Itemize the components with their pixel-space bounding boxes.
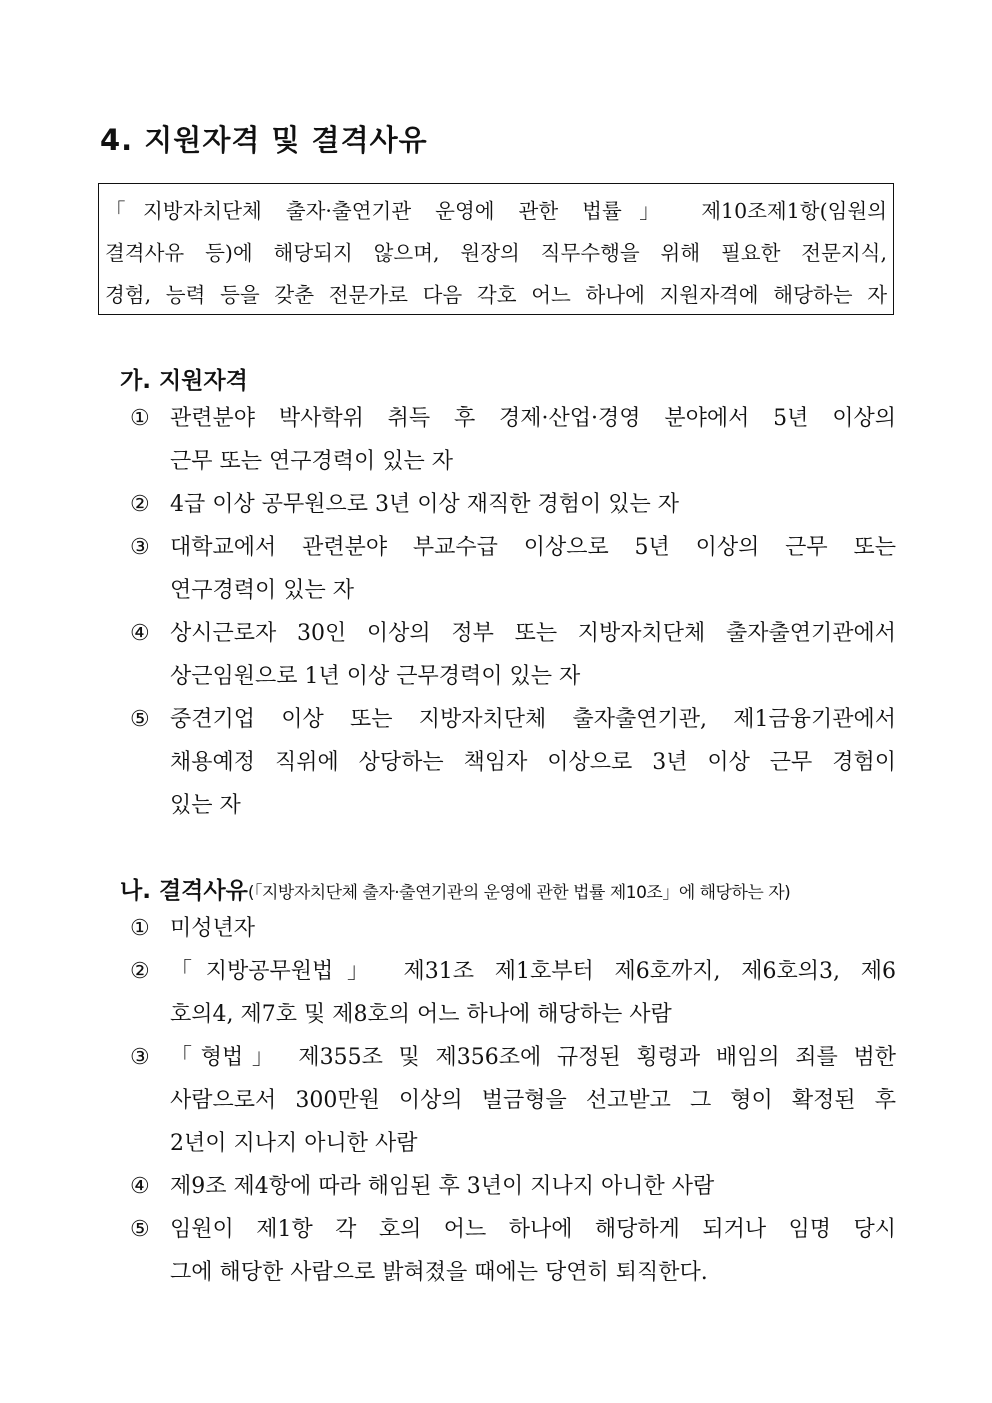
item-line: 근무 또는 연구경력이 있는 자 xyxy=(170,449,453,474)
item-number: ⑤ xyxy=(130,707,150,732)
intro-line: 결격사유 등)에 해당되지 않으며, 원장의 직무수행을 위해 필요한 전문지식, xyxy=(105,241,887,265)
qualifications-heading xyxy=(120,362,248,395)
item-line: 상시근로자 30인 이상의 정부 또는 지방자치단체 출자출연기관에서 xyxy=(170,621,896,646)
item-line: 그에 해당한 사람으로 밝혀졌을 때에는 당연히 퇴직한다. xyxy=(170,1260,708,1285)
item-line: 「지방공무원법」 제31조 제1호부터 제6호까지, 제6호의3, 제6 xyxy=(170,959,896,984)
list-item xyxy=(130,526,896,612)
item-line: 중견기업 이상 또는 지방자치단체 출자출연기관, 제1금융기관에서 xyxy=(170,707,896,732)
intro-box xyxy=(98,183,894,315)
list-item xyxy=(130,483,896,526)
item-line: 대학교에서 관련분야 부교수급 이상으로 5년 이상의 근무 또는 xyxy=(170,535,896,560)
list-item xyxy=(130,1036,896,1165)
item-line: 있는 자 xyxy=(170,793,241,818)
item-number: ④ xyxy=(130,621,150,646)
list-item xyxy=(130,1165,896,1208)
item-line: 상근임원으로 1년 이상 근무경력이 있는 자 xyxy=(170,664,581,689)
section-title: 4. 지원자격 및 결격사유 xyxy=(100,123,428,157)
list-item xyxy=(130,397,896,483)
item-line: 사람으로서 300만원 이상의 벌금형을 선고받고 그 형이 확정된 후 xyxy=(170,1088,896,1113)
intro-line: 경험, 능력 등을 갖춘 전문가로 다음 각호 어느 하나에 지원자격에 해당하는 자 xyxy=(105,283,887,307)
item-number: ⑤ xyxy=(130,1217,150,1242)
qualifications-list xyxy=(130,397,896,827)
item-number: ② xyxy=(130,492,150,517)
list-item xyxy=(130,698,896,827)
item-line: 「형법」 제355조 및 제356조에 규정된 횡령과 배임의 죄를 범한 xyxy=(170,1045,896,1070)
item-line: 2년이 지나지 아니한 사람 xyxy=(170,1131,418,1156)
list-item xyxy=(130,950,896,1036)
item-line: 임원이 제1항 각 호의 어느 하나에 해당하게 되거나 임명 당시 xyxy=(170,1217,896,1242)
item-number: ① xyxy=(130,406,150,431)
item-number: ② xyxy=(130,959,150,984)
item-line: 4급 이상 공무원으로 3년 이상 재직한 경험이 있는 자 xyxy=(170,492,679,517)
item-line: 관련분야 박사학위 취득 후 경제·산업·경영 분야에서 5년 이상의 xyxy=(170,406,896,431)
item-number: ① xyxy=(130,916,150,941)
qualifications-heading-text: 가. 지원자격 xyxy=(120,368,248,394)
disqualifications-heading-text: 나. 결격사유 xyxy=(120,878,248,904)
item-number: ③ xyxy=(130,535,150,560)
disqualifications-list xyxy=(130,907,896,1294)
item-line: 제9조 제4항에 따라 해임된 후 3년이 지나지 아니한 사람 xyxy=(170,1174,715,1199)
item-number: ③ xyxy=(130,1045,150,1070)
list-item xyxy=(130,907,896,950)
list-item xyxy=(130,612,896,698)
item-number: ④ xyxy=(130,1174,150,1199)
disqualifications-heading xyxy=(120,872,790,905)
item-line: 미성년자 xyxy=(170,916,256,941)
item-line: 호의4, 제7호 및 제8호의 어느 하나에 해당하는 사람 xyxy=(170,1002,672,1027)
item-line: 채용예정 직위에 상당하는 책임자 이상으로 3년 이상 근무 경험이 xyxy=(170,750,896,775)
list-item xyxy=(130,1208,896,1294)
disqualifications-heading-note: (「지방자치단체 출자·출연기관의 운영에 관한 법률 제10조」에 해당하는 자) xyxy=(247,883,791,903)
intro-line: 「지방자치단체 출자·출연기관 운영에 관한 법률」 제10조제1항(임원의 xyxy=(105,199,887,223)
item-line: 연구경력이 있는 자 xyxy=(170,578,355,603)
